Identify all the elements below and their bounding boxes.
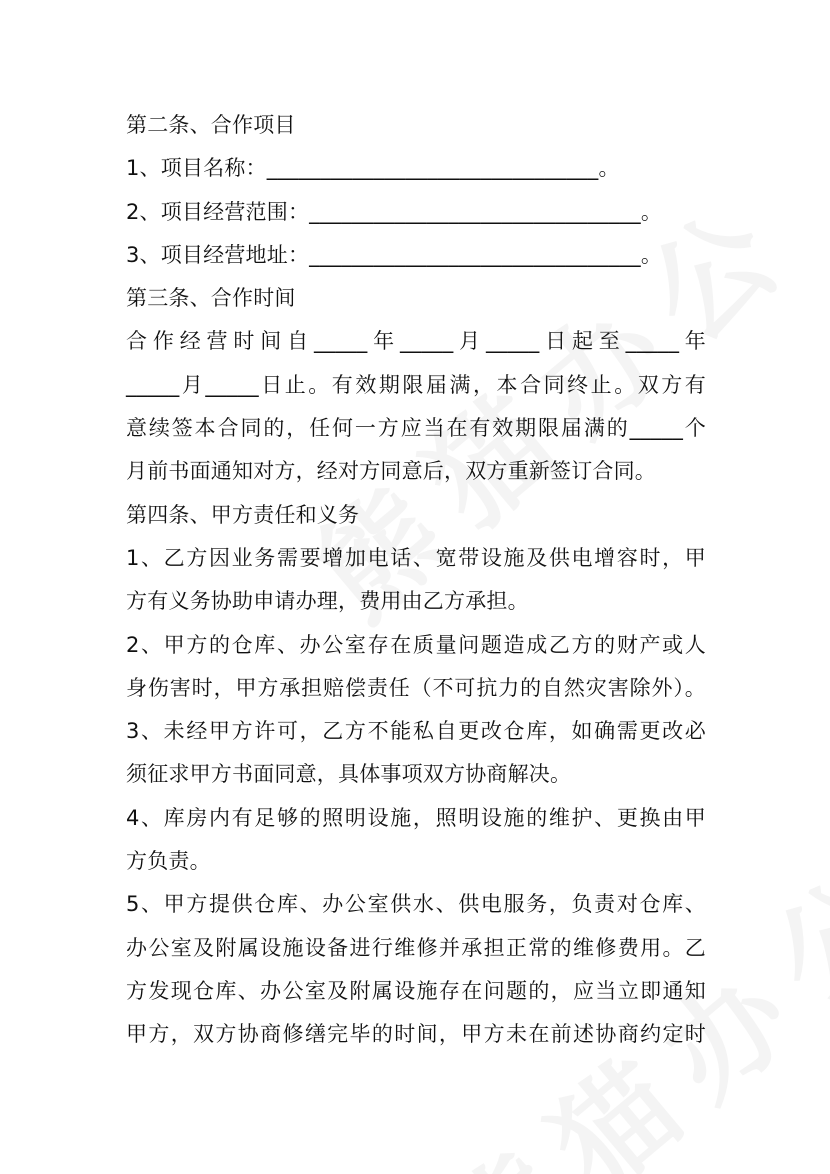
text-line: 3、项目经营地址：_______________________________。: [126, 242, 663, 267]
text-line: 2、项目经营范围：_______________________________。: [126, 199, 663, 224]
text-line: 合作经营时间自_____年_____月_____日起至_____年: [126, 329, 706, 354]
text-line: 意续签本合同的，任何一方应当在有效期限届满的_____个: [126, 416, 706, 441]
text-line: 办公室及附属设施设备进行维修并承担正常的维修费用。乙: [126, 935, 706, 960]
text-line: 4、库房内有足够的照明设施，照明设施的维护、更换由甲: [126, 805, 706, 830]
text-line: 月前书面通知对方，经对方同意后，双方重新签订合同。: [126, 459, 656, 484]
text-line: 方负责。: [126, 849, 211, 874]
text-line: 1、乙方因业务需要增加电话、宽带设施及供电增容时，甲: [126, 545, 706, 570]
text-line: 须征求甲方书面同意，具体事项双方协商解决。: [126, 762, 572, 787]
text-line: 甲方，双方协商修缮完毕的时间，甲方未在前述协商约定时: [126, 1022, 706, 1047]
text-line: 身伤害时，甲方承担赔偿责任（不可抗力的自然灾害除外）。: [126, 675, 706, 700]
text-line: 1、项目名称：_______________________________。: [126, 156, 620, 181]
text-line: 2、甲方的仓库、办公室存在质量问题造成乙方的财产或人: [126, 632, 706, 657]
article-heading: 第四条、甲方责任和义务: [126, 502, 360, 527]
article-heading: 第二条、合作项目: [126, 113, 296, 137]
text-line: 方有义务协助申请办理，费用由乙方承担。: [126, 589, 529, 614]
text-line: 3、未经甲方许可，乙方不能私自更改仓库，如确需更改必: [126, 719, 706, 744]
text-line: _____月_____日止。有效期限届满，本合同终止。双方有: [126, 372, 706, 397]
article-heading: 第三条、合作时间: [126, 286, 296, 311]
document-body: [126, 104, 716, 1057]
text-line: 5、甲方提供仓库、办公室供水、供电服务，负责对仓库、: [126, 892, 706, 917]
text-line: 方发现仓库、办公室及附属设施存在问题的，应当立即通知: [126, 978, 706, 1003]
